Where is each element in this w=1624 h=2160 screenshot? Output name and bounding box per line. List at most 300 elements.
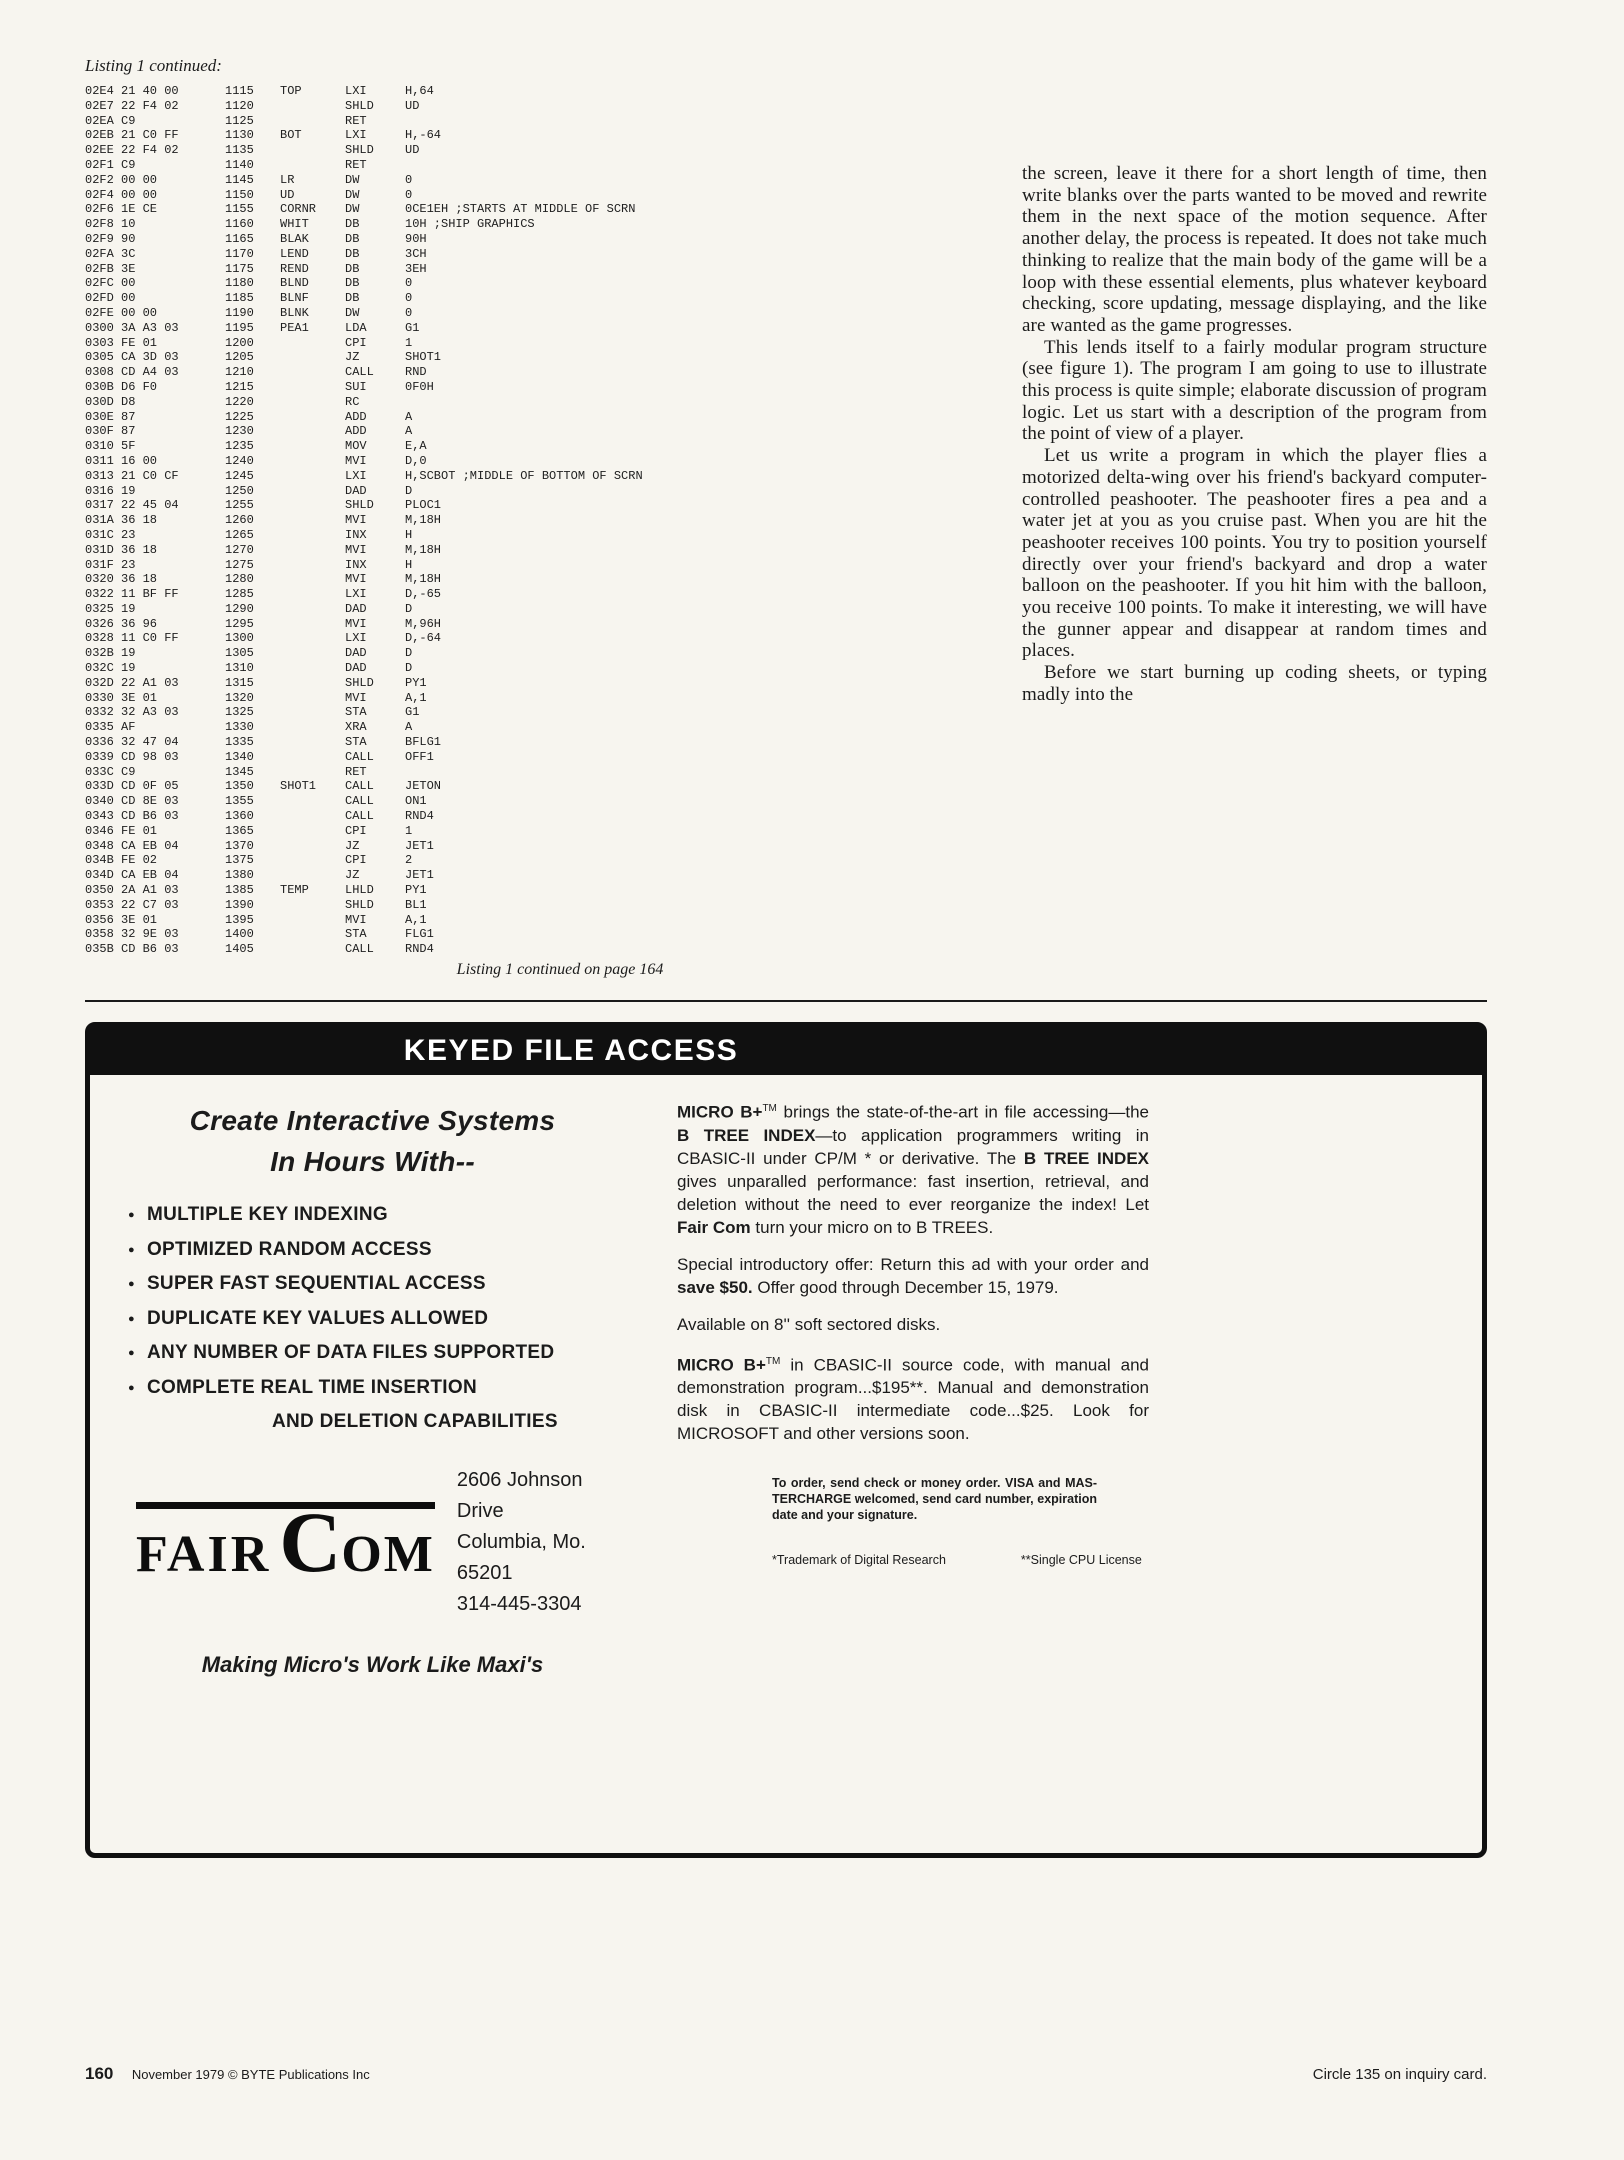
listing-arg: PLOC1: [405, 498, 442, 513]
listing-bytes: 032B 19: [85, 646, 136, 661]
listing-label: [280, 484, 345, 499]
listing-line: [85, 99, 1015, 114]
listing-op: CPI: [345, 853, 367, 868]
article-paragraph: the screen, leave it there for a short length of time, then write blanks over the parts wanted to be moved and rewrite them in the next space of the motion sequence. After another delay, the process is repeated. It does not take much thinking to realize that the main body of the game will be a loop with these essential elements, plus whatever keyboard checking, score updating, message displaying, and the like are wanted as the game progresses.: [1022, 163, 1487, 336]
listing-op: RET: [345, 113, 367, 128]
listing-op: ADD: [345, 424, 367, 439]
listing-num: 1175: [225, 261, 254, 276]
listing-arg: JET1: [405, 868, 434, 883]
listing-line: [85, 794, 1015, 809]
listing-arg: 3CH: [405, 246, 427, 261]
listing-label: [280, 365, 345, 380]
listing-arg: 1: [405, 335, 413, 350]
listing-label: BLNF: [280, 291, 309, 306]
listing-bytes: 0353 22 C7 03: [85, 897, 179, 912]
listing-arg: SHOT1: [405, 350, 442, 365]
listing-op: LXI: [345, 84, 367, 98]
listing-label: [280, 927, 345, 942]
listing-line: [85, 883, 1015, 898]
listing-num: 1130: [225, 128, 254, 143]
listing-line: [85, 705, 1015, 720]
ad-banner: [90, 1027, 1482, 1075]
listing-arg: BL1: [405, 897, 427, 912]
listing-num: 1120: [225, 98, 254, 113]
listing-label: [280, 913, 345, 928]
listing-line: [85, 158, 1015, 173]
listing-num: 1150: [225, 187, 254, 202]
ad-address-line: Columbia, Mo. 65201: [456, 1531, 586, 1585]
listing-num: 1200: [225, 335, 254, 350]
listing-op: CALL: [345, 749, 374, 764]
listing-num: 1375: [225, 853, 254, 868]
listing-bytes: 02F2 00 00: [85, 172, 158, 187]
ad-paragraph: [677, 1313, 1149, 1336]
listing-num: 1370: [225, 838, 254, 853]
listing-line: [85, 779, 1015, 794]
ad-bullet-list: [120, 1204, 625, 1399]
listing-num: 1190: [225, 305, 254, 320]
listing-num: 1160: [225, 217, 254, 232]
listing-op: LXI: [345, 587, 367, 602]
listing-bytes: 030E 87: [85, 409, 136, 424]
listing-label: [280, 617, 345, 632]
listing-num: 1290: [225, 601, 254, 616]
text-segment: MICRO B+: [677, 1102, 763, 1122]
listing-op: DW: [345, 187, 360, 202]
listing-num: 1315: [225, 675, 254, 690]
listing-line: [85, 720, 1015, 735]
listing-label: [280, 572, 345, 587]
listing-line: [85, 395, 1015, 410]
listing-arg: 0: [405, 305, 413, 320]
listing-line: [85, 513, 1015, 528]
listing-bytes: 031C 23: [85, 527, 136, 542]
listing-op: CALL: [345, 942, 374, 957]
text-segment: B TREE INDEX: [677, 1125, 816, 1145]
listing-line: [85, 306, 1015, 321]
text-segment: and: [1033, 1476, 1066, 1491]
text-segment: TM: [762, 1103, 777, 1114]
listing-label: [280, 765, 345, 780]
listing-label: [280, 868, 345, 883]
listing-arg: D: [405, 661, 413, 676]
listing-line: [85, 410, 1015, 425]
listing-arg: M,18H: [405, 542, 442, 557]
ad-paragraph: [677, 1350, 1149, 1446]
listing-line: [85, 587, 1015, 602]
listing-label: [280, 942, 345, 957]
listing-line: [85, 424, 1015, 439]
listing-arg: H: [405, 557, 413, 572]
listing-op: JZ: [345, 350, 360, 365]
listing-arg: 0F0H: [405, 379, 434, 394]
bullet-dot-icon: ●: [128, 1243, 135, 1256]
text-segment: —to application programmers writing in CBASIC-II under CP/M * or derivative. The: [677, 1125, 1149, 1168]
ad-bullet: [120, 1204, 625, 1226]
listing-arg: RND4: [405, 942, 434, 957]
listing-label: [280, 587, 345, 602]
listing-num: 1280: [225, 572, 254, 587]
listing-op: JZ: [345, 838, 360, 853]
listing-bytes: 02F1 C9: [85, 157, 136, 172]
listing-line: [85, 365, 1015, 380]
listing-num: 1345: [225, 764, 254, 779]
ad-paragraph: [677, 1253, 1149, 1299]
listing-num: 1395: [225, 912, 254, 927]
ad-footnote: **Single CPU License: [1020, 1553, 1142, 1568]
listing-label: [280, 705, 345, 720]
listing-bytes: 0356 3E 01: [85, 912, 158, 927]
listing-label: [280, 158, 345, 173]
listing-arg: G1: [405, 320, 420, 335]
listing-bytes: 02F8 10: [85, 217, 136, 232]
listing-line: [85, 646, 1015, 661]
listing-bytes: 02E4 21 40 00: [85, 84, 179, 98]
listing-header: Listing 1 continued:: [85, 56, 222, 75]
listing-op: CALL: [345, 365, 374, 380]
listing-op: MVI: [345, 912, 367, 927]
article-paragraph: This lends itself to a fairly modular program structure (see figure 1). The program I am going to use to illustrate this process is quite simple; elaborate discussion of program logic. Let us start with a description of the program from the point of view of a player.: [1022, 336, 1487, 445]
listing-arg: [405, 765, 1015, 780]
article-paragraph: Let us write a program in which the player flies a motorized delta-wing over his friend's backyard computer-controlled peashooter. The peashooter fires a pea and a water jet at you as you cruise past. When you are hit the peashooter receives 100 points. You try to position yourself directly over your friend's backyard and drop a water balloon on the peashooter. If you hit him with the balloon, you receive 100 points. To make it interesting, we will have the gunner appear and disappear at random times and places.: [1022, 445, 1487, 662]
listing-arg: RND: [405, 365, 427, 380]
listing-line: [85, 809, 1015, 824]
listing-line: [85, 868, 1015, 883]
listing-bytes: 035B CD B6 03: [85, 942, 179, 957]
ad-bullet-label: MULTIPLE KEY INDEXING: [146, 1204, 388, 1226]
listing-arg: H,-64: [405, 128, 442, 143]
listing-op: DAD: [345, 646, 367, 661]
listing-arg: 0: [405, 276, 413, 291]
listing-num: 1325: [225, 705, 254, 720]
ad-right-paragraphs: [677, 1097, 1149, 1445]
listing-num: 1140: [225, 157, 254, 172]
text-segment: save $50.: [677, 1277, 753, 1297]
ad-bullet: [120, 1342, 625, 1364]
listing-line: [85, 913, 1015, 928]
listing-label: [280, 691, 345, 706]
listing-bytes: 02FD 00: [85, 291, 136, 306]
listing-op: LXI: [345, 128, 367, 143]
ad-bullet-label: COMPLETE REAL TIME INSERTION: [146, 1376, 477, 1398]
listing-label: [280, 454, 345, 469]
listing-num: 1205: [225, 350, 254, 365]
listing-line: [85, 927, 1015, 942]
listing-line: [85, 735, 1015, 750]
listing-num: 1365: [225, 823, 254, 838]
listing-op: SHLD: [345, 675, 374, 690]
bullet-dot-icon: ●: [128, 1381, 135, 1394]
listing-num: 1250: [225, 483, 254, 498]
text-segment: in CBASIC-II source code, with manual and demonstration program...$195**. Manual and demonstration disk in CBASIC-II intermediate code...$25. Look for MICROSOFT and other versions soon.: [677, 1355, 1149, 1444]
listing-bytes: 0316 19: [85, 483, 136, 498]
listing-bytes: 0328 11 C0 FF: [85, 631, 179, 646]
ad-bullet-label: SUPER FAST SEQUENTIAL ACCESS: [146, 1273, 486, 1295]
listing-bytes: 02FC 00: [85, 276, 136, 291]
listing-arg: 10H ;SHIP GRAPHICS: [405, 217, 535, 232]
listing-label: BLNK: [280, 305, 309, 320]
listing-op: RC: [345, 394, 360, 409]
ad-banner-title: KEYED FILE ACCESS: [403, 1034, 739, 1067]
listing-op: DW: [345, 202, 360, 217]
listing-arg: [405, 158, 1015, 173]
listing-line: [85, 173, 1015, 188]
listing-line: [85, 484, 1015, 499]
listing-arg: A,1: [405, 690, 427, 705]
listing-line: [85, 202, 1015, 217]
listing-arg: A: [405, 409, 413, 424]
listing-num: 1260: [225, 513, 254, 528]
listing-bytes: 02F4 00 00: [85, 187, 158, 202]
listing-label: [280, 824, 345, 839]
listing-label: WHIT: [280, 217, 309, 232]
listing-op: RET: [345, 764, 367, 779]
listing-label: [280, 114, 345, 129]
listing-bytes: 02E7 22 F4 02: [85, 98, 179, 113]
ad-headline: [120, 1101, 625, 1182]
listing-label: [280, 735, 345, 750]
listing-label: BLND: [280, 276, 309, 291]
listing-line: [85, 839, 1015, 854]
listing-arg: 0: [405, 291, 413, 306]
listing-label: UD: [280, 187, 295, 202]
listing-line: [85, 217, 1015, 232]
listing-bytes: 0346 FE 01: [85, 823, 158, 838]
ad-left-column: [120, 1089, 625, 1678]
listing-op: CPI: [345, 823, 367, 838]
text-segment: turn your micro on to B TREES.: [750, 1217, 994, 1237]
listing-label: [280, 528, 345, 543]
listing-bytes: 0350 2A A1 03: [85, 883, 179, 898]
listing-label: [280, 676, 345, 691]
listing-op: DAD: [345, 661, 367, 676]
listing-bytes: 0300 3A A3 03: [85, 320, 179, 335]
listing-label: BOT: [280, 128, 302, 143]
listing-num: 1115: [225, 84, 254, 98]
listing-op: LDA: [345, 320, 367, 335]
listing-arg: D: [405, 483, 413, 498]
listing-op: DW: [345, 305, 360, 320]
listing-arg: ON1: [405, 794, 427, 809]
listing-num: 1360: [225, 809, 254, 824]
listing-num: 1405: [225, 942, 254, 957]
listing-num: 1305: [225, 646, 254, 661]
listing-label: [280, 794, 345, 809]
listing-arg: M,96H: [405, 616, 442, 631]
listing-op: SHLD: [345, 498, 374, 513]
listing-num: 1275: [225, 557, 254, 572]
listing-bytes: 0335 AF: [85, 720, 136, 735]
text-segment: welcomed, send card number, expiration date and your signature.: [772, 1492, 1097, 1523]
listing-bytes: 02F6 1E CE: [85, 202, 158, 217]
listing-bytes: 0310 5F: [85, 439, 136, 454]
listing-bytes: 0305 CA 3D 03: [85, 350, 179, 365]
logo-text-om: OM: [341, 1525, 435, 1583]
listing-line: [85, 276, 1015, 291]
listing-num: 1210: [225, 365, 254, 380]
listing-num: 1230: [225, 424, 254, 439]
divider-rule: [85, 1000, 1487, 1002]
listing-line: [85, 602, 1015, 617]
listing-num: 1320: [225, 690, 254, 705]
listing-num: 1350: [225, 779, 254, 794]
listing-bytes: 032D 22 A1 03: [85, 675, 179, 690]
listing-arg: G1: [405, 705, 420, 720]
listing-label: [280, 750, 345, 765]
listing-line: [85, 350, 1015, 365]
text-segment: gives unparalled performance: fast insertion, retrieval, and deletion without the need to ever reorganize the index! Let: [677, 1171, 1149, 1214]
listing-label: [280, 809, 345, 824]
ad-bullet: [120, 1377, 625, 1399]
ad-bullet-label: ANY NUMBER OF DATA FILES SUPPORTED: [146, 1342, 555, 1364]
listing-op: MOV: [345, 439, 367, 454]
text-segment: Fair Com: [677, 1217, 751, 1237]
listing-line: [85, 558, 1015, 573]
listing-label: [280, 839, 345, 854]
listing-arg: H: [405, 527, 413, 542]
listing-label: [280, 631, 345, 646]
listing-arg: M,18H: [405, 572, 442, 587]
page-footer: [85, 2064, 1487, 2084]
listing-line: [85, 114, 1015, 129]
listing-line: [85, 128, 1015, 143]
listing-label: TOP: [280, 84, 302, 98]
listing-label: [280, 469, 345, 484]
listing-num: 1355: [225, 794, 254, 809]
listing-num: 1145: [225, 172, 254, 187]
text-segment: Available on 8'' soft sectored disks.: [677, 1314, 941, 1334]
listing-num: 1165: [225, 231, 254, 246]
listing-arg: 90H: [405, 231, 427, 246]
listing-op: JZ: [345, 868, 360, 883]
listing-label: [280, 558, 345, 573]
ad-bullet: [120, 1273, 625, 1295]
listing-line: [85, 188, 1015, 203]
listing-num: 1390: [225, 897, 254, 912]
listing-num: 1300: [225, 631, 254, 646]
listing-line: [85, 247, 1015, 262]
listing-num: 1270: [225, 542, 254, 557]
listing-bytes: 0330 3E 01: [85, 690, 158, 705]
ad-footnote: *Trademark of Digital Research: [772, 1553, 946, 1568]
listing-bytes: 02FB 3E: [85, 261, 136, 276]
listing-op: RET: [345, 157, 367, 172]
listing-num: 1400: [225, 927, 254, 942]
listing-arg: A: [405, 720, 413, 735]
listing-label: [280, 350, 345, 365]
listing-arg: A,1: [405, 912, 427, 927]
listing-label: [280, 602, 345, 617]
listing-bytes: 0311 16 00: [85, 453, 158, 468]
article-paragraph: Before we start burning up coding sheets, or typing madly into the: [1022, 662, 1487, 705]
listing-op: MVI: [345, 453, 367, 468]
faircom-logo: [136, 1493, 435, 1590]
bullet-dot-icon: ●: [128, 1278, 135, 1291]
listing-line: [85, 454, 1015, 469]
listing-line: [85, 528, 1015, 543]
advertisement: [85, 1022, 1487, 1858]
listing-label: [280, 410, 345, 425]
listing-arg: RND4: [405, 809, 434, 824]
listing-label: [280, 395, 345, 410]
listing-bytes: 0340 CD 8E 03: [85, 794, 179, 809]
listing-num: 1385: [225, 883, 254, 898]
text-segment: MICRO B+: [677, 1355, 766, 1375]
listing-label: [280, 720, 345, 735]
listing-op: SUI: [345, 379, 367, 394]
listing-bytes: 030D D8: [85, 394, 136, 409]
listing-label: CORNR: [280, 202, 317, 217]
listing-num: 1170: [225, 246, 254, 261]
listing-label: [280, 543, 345, 558]
listing-bytes: 033D CD 0F 05: [85, 779, 179, 794]
listing-bytes: 0320 36 18: [85, 572, 158, 587]
ad-bullet: [120, 1308, 625, 1330]
listing-op: SHLD: [345, 897, 374, 912]
listing-bytes: 0317 22 45 04: [85, 498, 179, 513]
listing-arg: D: [405, 646, 413, 661]
listing-num: 1125: [225, 113, 254, 128]
listing-num: 1310: [225, 661, 254, 676]
listing-num: 1265: [225, 527, 254, 542]
listing-line: [85, 143, 1015, 158]
listing-label: [280, 498, 345, 513]
listing-line: [85, 439, 1015, 454]
listing-line: [85, 853, 1015, 868]
listing-op: DB: [345, 246, 360, 261]
listing-num: 1340: [225, 749, 254, 764]
listing-line: [85, 617, 1015, 632]
listing-bytes: 0348 CA EB 04: [85, 838, 179, 853]
listing-arg: JET1: [405, 838, 434, 853]
listing-num: 1235: [225, 439, 254, 454]
listing-num: 1185: [225, 291, 254, 306]
listing-label: BLAK: [280, 231, 309, 246]
listing-line: [85, 262, 1015, 277]
listing-label: LEND: [280, 246, 309, 261]
listing-line: [85, 750, 1015, 765]
text-segment: B TREE INDEX: [1023, 1148, 1149, 1168]
ad-logo-row: [136, 1465, 625, 1620]
listing-arg: 0: [405, 172, 413, 187]
listing-bytes: 02F9 90: [85, 231, 136, 246]
ad-bullet-label: DUPLICATE KEY VALUES ALLOWED: [146, 1307, 489, 1329]
listing-arg: 0: [405, 187, 413, 202]
listing-arg: BFLG1: [405, 735, 442, 750]
ad-footnotes: [772, 1553, 1149, 1567]
footer-left: [85, 2064, 370, 2084]
listing-bytes: 0313 21 C0 CF: [85, 468, 179, 483]
listing-line: [85, 631, 1015, 646]
listing-bytes: 030B D6 F0: [85, 379, 158, 394]
listing-op: MVI: [345, 616, 367, 631]
listing-arg: M,18H: [405, 513, 442, 528]
listing-line: [85, 232, 1015, 247]
listing-arg: A: [405, 424, 413, 439]
listing-arg: FLG1: [405, 927, 434, 942]
listing-num: 1195: [225, 320, 254, 335]
listing-line: [85, 291, 1015, 306]
listing-label: REND: [280, 261, 309, 276]
listing-arg: PY1: [405, 883, 427, 898]
listing-arg: D: [405, 601, 413, 616]
listing-op: DB: [345, 261, 360, 276]
ad-order-note: [772, 1475, 1097, 1523]
ad-bullet-label: OPTIMIZED RANDOM ACCESS: [146, 1238, 432, 1260]
listing-bytes: 02EB 21 C0 FF: [85, 128, 179, 143]
listing-bytes: 033C C9: [85, 764, 136, 779]
listing-op: DAD: [345, 483, 367, 498]
